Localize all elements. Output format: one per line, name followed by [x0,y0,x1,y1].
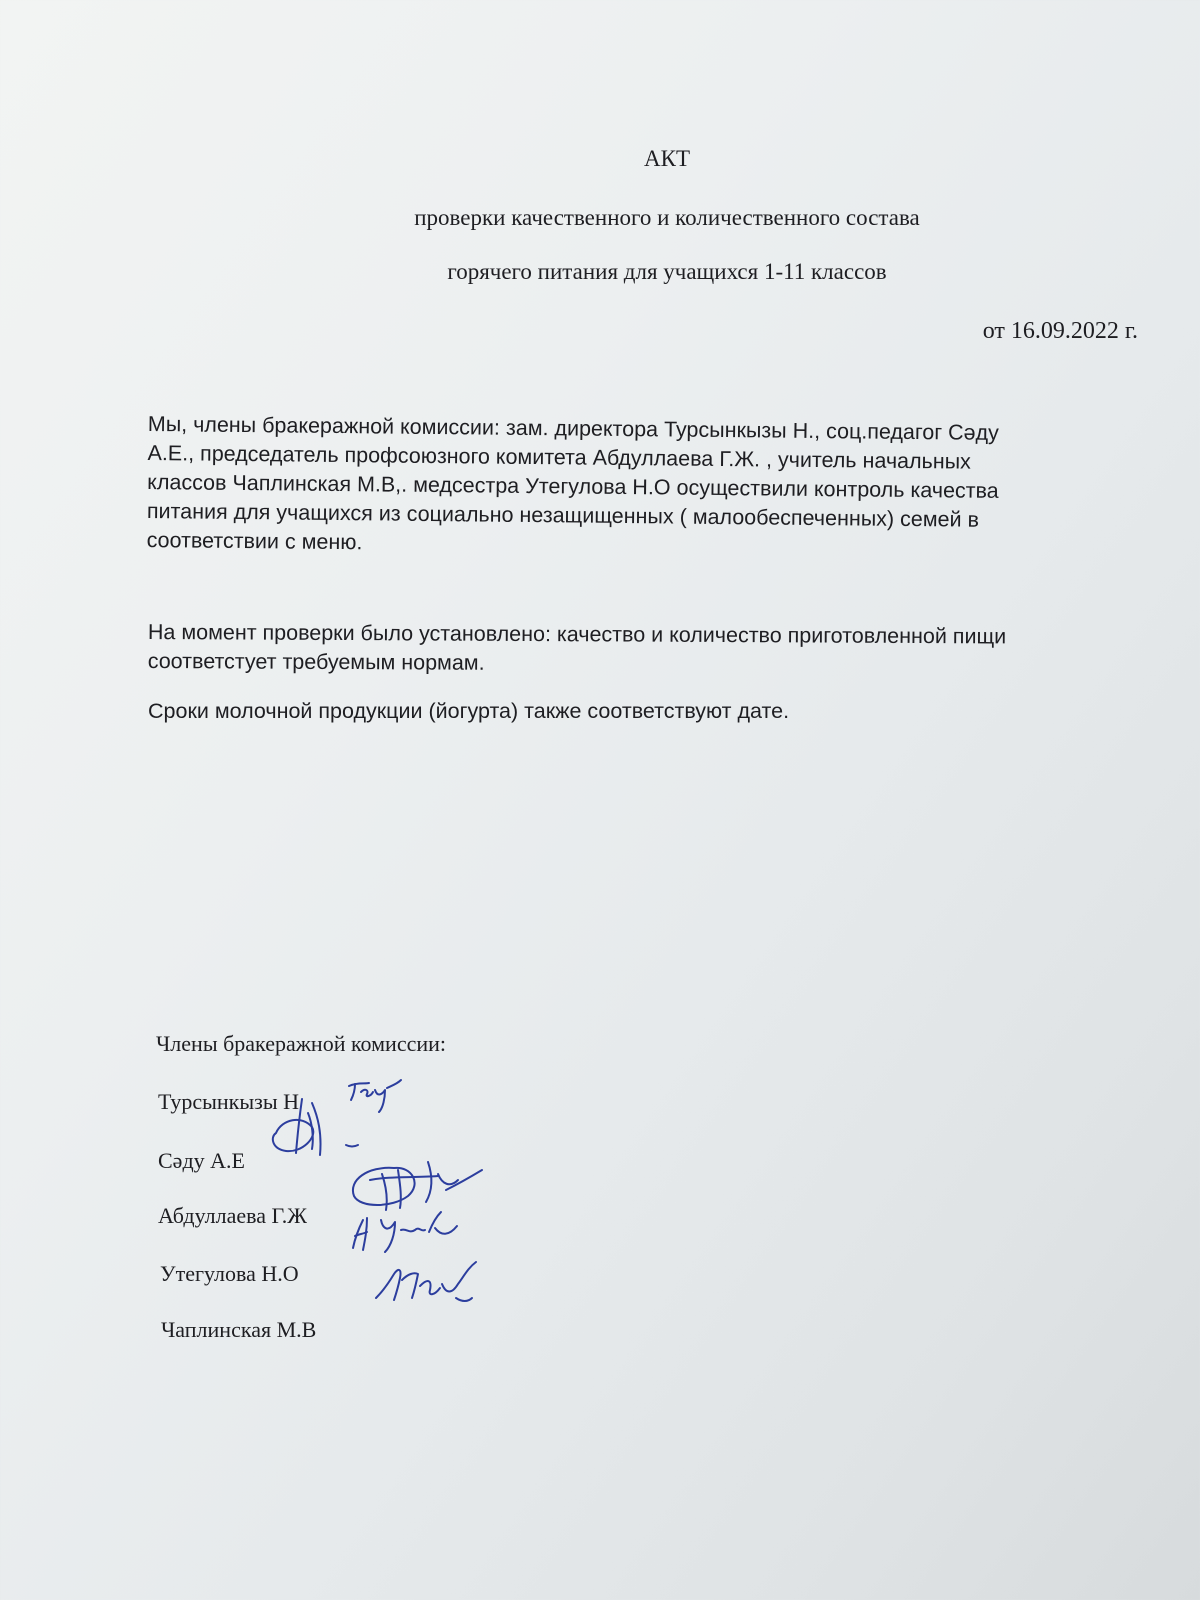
paragraph-line: питания для учащихся из социально незащищенных ( малообеспеченных) семей в [146,498,980,532]
paragraph-line: На момент проверки было установлено: качество и количество приготовленной пищи [147,620,1007,649]
signatory-name: Сәду А.Е [158,1148,245,1173]
signatures-heading: Члены бракеражной комиссии: [156,1031,447,1056]
document-subtitle-line-2: горячего питания для учащихся 1-11 классов [447,259,887,284]
paragraph-line: соответстует требуемым нормам. [147,648,485,675]
signatory-name: Утегулова Н.О [160,1261,299,1286]
paragraph-line: классов Чаплинская М.В,. медсестра Утегулова Н.О осуществили контроль качества [147,469,999,503]
signatory-name: Чаплинская М.В [161,1317,317,1342]
signatory-name: Абдуллаева Г.Ж [158,1203,307,1228]
signatory-name: Турсынкызы Н [158,1089,299,1114]
paragraph-line: А.Е., председатель профсоюзного комитета Абдуллаева Г.Ж. , учитель начальных [147,440,972,474]
document-subtitle-line-1: проверки качественного и количественного состава [414,205,920,230]
paragraph-line: Мы, члены бракеражной комиссии: зам. директора Турсынкызы Н., соц.педагог Сәду [147,411,1000,445]
paragraph-dairy [148,697,1108,726]
signature-chaplinskaya-icon [372,1258,502,1318]
paragraph-line: соответствии с меню. [146,527,363,555]
paragraph-commission [146,410,1107,565]
paragraph-line: Сроки молочной продукции (йогурта) также соответствуют дате. [148,699,790,723]
paragraph-findings [148,618,1108,681]
signature-utegulova-icon [345,1208,475,1258]
document-date: от 16.09.2022 г. [982,318,1138,344]
document-title: АКТ [644,146,690,171]
